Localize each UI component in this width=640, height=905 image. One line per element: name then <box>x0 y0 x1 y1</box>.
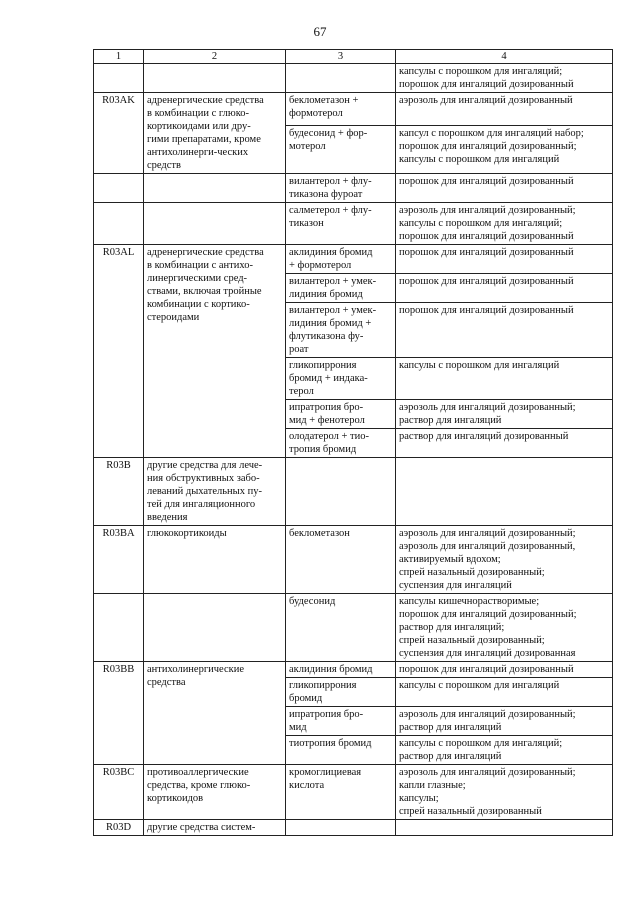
cell-line: бромид <box>289 693 323 704</box>
table-row <box>94 93 613 126</box>
drug-name-cell <box>286 274 396 303</box>
cell-line: кромоглициевая <box>289 767 362 778</box>
table-row <box>94 765 613 820</box>
drug-name-cell <box>286 736 396 765</box>
column-header: 1 <box>94 50 144 64</box>
dosage-forms-cell <box>396 820 613 836</box>
cell-line: глюкокортикоиды <box>147 528 227 539</box>
dosage-forms-cell <box>396 662 613 678</box>
cell-line: капсулы; <box>399 793 439 804</box>
dosage-forms-cell <box>396 203 613 245</box>
cell-line: стероидами <box>147 312 200 323</box>
dosage-forms-cell <box>396 126 613 174</box>
cell-line: раствор для ингаляций <box>399 751 502 762</box>
cell-line: гликопиррония <box>289 680 357 691</box>
group-name-cell <box>144 662 286 765</box>
drug-name-cell <box>286 174 396 203</box>
table-row <box>94 526 613 594</box>
dosage-forms-cell <box>396 174 613 203</box>
column-header: 3 <box>286 50 396 64</box>
atc-code-cell: R03BC <box>94 765 144 820</box>
cell-line: тиказона фуроат <box>289 189 363 200</box>
cell-line: порошок для ингаляций дозированный <box>399 247 574 258</box>
atc-code-cell: R03AL <box>94 245 144 458</box>
cell-line: будесонид <box>289 596 336 607</box>
cell-line: активируемый вдохом; <box>399 554 501 565</box>
cell-line: суспензия для ингаляций <box>399 580 512 591</box>
cell-line: беклометазон + <box>289 95 359 106</box>
cell-line: будесонид + фор- <box>289 128 368 140</box>
table-row <box>94 594 613 662</box>
cell-line: другие средства систем- <box>147 822 256 833</box>
table-row <box>94 64 613 93</box>
cell-line: аэрозоль для ингаляций дозированный; <box>399 402 576 413</box>
atc-code-cell: R03BB <box>94 662 144 765</box>
dosage-forms-cell <box>396 93 613 126</box>
cell-line: средств <box>147 160 181 171</box>
drug-name-cell <box>286 93 396 126</box>
cell-line: раствор для ингаляций дозированный <box>399 431 569 442</box>
cell-line: средства <box>147 677 186 688</box>
atc-code-cell <box>94 594 144 662</box>
group-name-cell <box>144 64 286 93</box>
dosage-forms-cell <box>396 736 613 765</box>
cell-line: аэрозоль для ингаляций дозированный, <box>399 541 576 552</box>
cell-line: порошок для ингаляций дозированный <box>399 79 574 90</box>
drug-name-cell <box>286 765 396 820</box>
group-name-cell <box>144 526 286 594</box>
cell-line: леваний дыхательных пу- <box>147 486 262 497</box>
cell-line: аэрозоль для ингаляций дозированный; <box>399 767 576 778</box>
drug-name-cell <box>286 303 396 358</box>
drug-name-cell <box>286 358 396 400</box>
dosage-forms-cell <box>396 245 613 274</box>
drug-name-cell <box>286 594 396 662</box>
group-name-cell <box>144 820 286 836</box>
cell-line: тиотропия бромид <box>289 738 372 749</box>
drug-table <box>93 49 613 836</box>
dosage-forms-cell <box>396 274 613 303</box>
cell-line: спрей назальный дозированный; <box>399 567 545 578</box>
cell-line: капсул с порошком для ингаляций набор; <box>399 128 584 140</box>
cell-line: капсулы с порошком для ингаляций <box>399 360 560 371</box>
dosage-forms-cell <box>396 765 613 820</box>
table-header-row <box>94 50 613 64</box>
cell-line: роат <box>289 344 309 355</box>
atc-code-cell <box>94 64 144 93</box>
atc-code-cell: R03B <box>94 458 144 526</box>
cell-line: лидиния бромид + <box>289 318 372 329</box>
drug-name-cell <box>286 400 396 429</box>
cell-line: адренергические средства <box>147 95 264 106</box>
cell-line: капсулы кишечнорастворимые; <box>399 596 540 607</box>
drug-name-cell <box>286 526 396 594</box>
atc-code-cell <box>94 203 144 245</box>
cell-line: в комбинации с антихо- <box>147 260 253 271</box>
cell-line: капсулы с порошком для ингаляций <box>399 680 560 691</box>
cell-line: ипратропия бро- <box>289 709 364 720</box>
cell-line: порошок для ингаляций дозированный <box>399 231 574 242</box>
drug-name-cell <box>286 203 396 245</box>
cell-line: раствор для ингаляций <box>399 415 502 426</box>
column-header: 2 <box>144 50 286 64</box>
cell-line: кислота <box>289 780 325 791</box>
drug-name-cell <box>286 64 396 93</box>
table-row <box>94 203 613 245</box>
cell-line: капсулы с порошком для ингаляций <box>399 154 560 166</box>
table-row <box>94 820 613 836</box>
cell-line: мотерол <box>289 141 326 153</box>
table-row <box>94 458 613 526</box>
atc-code-cell: R03BA <box>94 526 144 594</box>
cell-line: порошок для ингаляций дозированный <box>399 305 574 316</box>
group-name-cell <box>144 174 286 203</box>
cell-line: тиказон <box>289 218 324 229</box>
cell-line: порошок для ингаляций дозированный <box>399 176 574 187</box>
group-name-cell <box>144 203 286 245</box>
drug-name-cell <box>286 458 396 526</box>
cell-line: вилантерол + умек- <box>289 305 377 316</box>
cell-line: гими препаратами, кроме <box>147 134 261 145</box>
cell-line: аэрозоль для ингаляций дозированный; <box>399 528 576 539</box>
cell-line: вилантерол + умек- <box>289 276 377 287</box>
cell-line: комбинации с кортико- <box>147 299 250 310</box>
cell-line: тей для ингаляционного <box>147 499 256 510</box>
cell-line: аклидиния бромид <box>289 664 373 675</box>
page-number: 67 <box>313 24 327 39</box>
cell-line: порошок для ингаляций дозированный <box>399 664 574 675</box>
cell-line: капсулы с порошком для ингаляций; <box>399 66 563 77</box>
cell-line: кортикоидами или дру- <box>147 121 251 132</box>
drug-name-cell <box>286 678 396 707</box>
cell-line: гликопиррония <box>289 360 357 371</box>
cell-line: ния обструктивных забо- <box>147 473 260 484</box>
cell-line: ствами, включая тройные <box>147 286 262 297</box>
cell-line: бромид + индака- <box>289 373 368 384</box>
cell-line: линергическими сред- <box>147 273 248 284</box>
cell-line: флутиказона фу- <box>289 331 364 342</box>
atc-code-cell <box>94 174 144 203</box>
cell-line: аэрозоль для ингаляций дозированный <box>399 95 573 106</box>
drug-name-cell <box>286 126 396 174</box>
cell-line: спрей назальный дозированный <box>399 806 542 817</box>
cell-line: антихолинергические <box>147 664 245 675</box>
cell-line: беклометазон <box>289 528 350 539</box>
cell-line: вилантерол + флу- <box>289 176 372 187</box>
dosage-forms-cell <box>396 64 613 93</box>
cell-line: салметерол + флу- <box>289 205 372 216</box>
atc-code-cell: R03D <box>94 820 144 836</box>
cell-line: раствор для ингаляций; <box>399 622 505 633</box>
cell-line: средства, кроме глюко- <box>147 780 251 791</box>
cell-line: тропия бромид <box>289 444 357 455</box>
dosage-forms-cell <box>396 707 613 736</box>
group-name-cell <box>144 594 286 662</box>
cell-line: лидиния бромид <box>289 289 363 300</box>
cell-line: порошок для ингаляций дозированный; <box>399 609 577 620</box>
table-row <box>94 174 613 203</box>
drug-name-cell <box>286 707 396 736</box>
cell-line: аэрозоль для ингаляций дозированный; <box>399 709 576 720</box>
group-name-cell <box>144 765 286 820</box>
drug-name-cell <box>286 820 396 836</box>
dosage-forms-cell <box>396 458 613 526</box>
table-row <box>94 662 613 678</box>
cell-line: + формотерол <box>289 260 352 271</box>
dosage-forms-cell <box>396 400 613 429</box>
cell-line: аклидиния бромид <box>289 247 373 258</box>
cell-line: противоаллергические <box>147 767 249 778</box>
drug-name-cell <box>286 662 396 678</box>
cell-line: порошок для ингаляций дозированный; <box>399 141 577 153</box>
group-name-cell <box>144 458 286 526</box>
cell-line: капли глазные; <box>399 780 466 791</box>
cell-line: капсулы с порошком для ингаляций; <box>399 738 563 749</box>
cell-line: мид + фенотерол <box>289 415 365 426</box>
cell-line: олодатерол + тио- <box>289 431 370 442</box>
atc-code-cell: R03AK <box>94 93 144 174</box>
cell-line: порошок для ингаляций дозированный <box>399 276 574 287</box>
cell-line: адренергические средства <box>147 247 264 258</box>
cell-line: в комбинации с глюко- <box>147 108 250 119</box>
dosage-forms-cell <box>396 678 613 707</box>
table-row <box>94 245 613 274</box>
cell-line: кортикоидов <box>147 793 204 804</box>
cell-line: формотерол <box>289 108 343 119</box>
dosage-forms-cell <box>396 594 613 662</box>
cell-line: мид <box>289 722 307 733</box>
cell-line: аэрозоль для ингаляций дозированный; <box>399 205 576 216</box>
dosage-forms-cell <box>396 303 613 358</box>
group-name-cell <box>144 245 286 458</box>
drug-name-cell <box>286 245 396 274</box>
dosage-forms-cell <box>396 429 613 458</box>
cell-line: капсулы с порошком для ингаляций; <box>399 218 563 229</box>
cell-line: спрей назальный дозированный; <box>399 635 545 646</box>
cell-line: терол <box>289 386 314 397</box>
column-header: 4 <box>396 50 613 64</box>
drug-name-cell <box>286 429 396 458</box>
cell-line: раствор для ингаляций <box>399 722 502 733</box>
cell-line: введения <box>147 512 188 523</box>
dosage-forms-cell <box>396 358 613 400</box>
dosage-forms-cell <box>396 526 613 594</box>
cell-line: ипратропия бро- <box>289 402 364 413</box>
cell-line: другие средства для лече- <box>147 460 263 471</box>
group-name-cell <box>144 93 286 174</box>
cell-line: суспензия для ингаляций дозированная <box>399 648 576 659</box>
cell-line: антихолинерги-ческих <box>147 147 249 158</box>
